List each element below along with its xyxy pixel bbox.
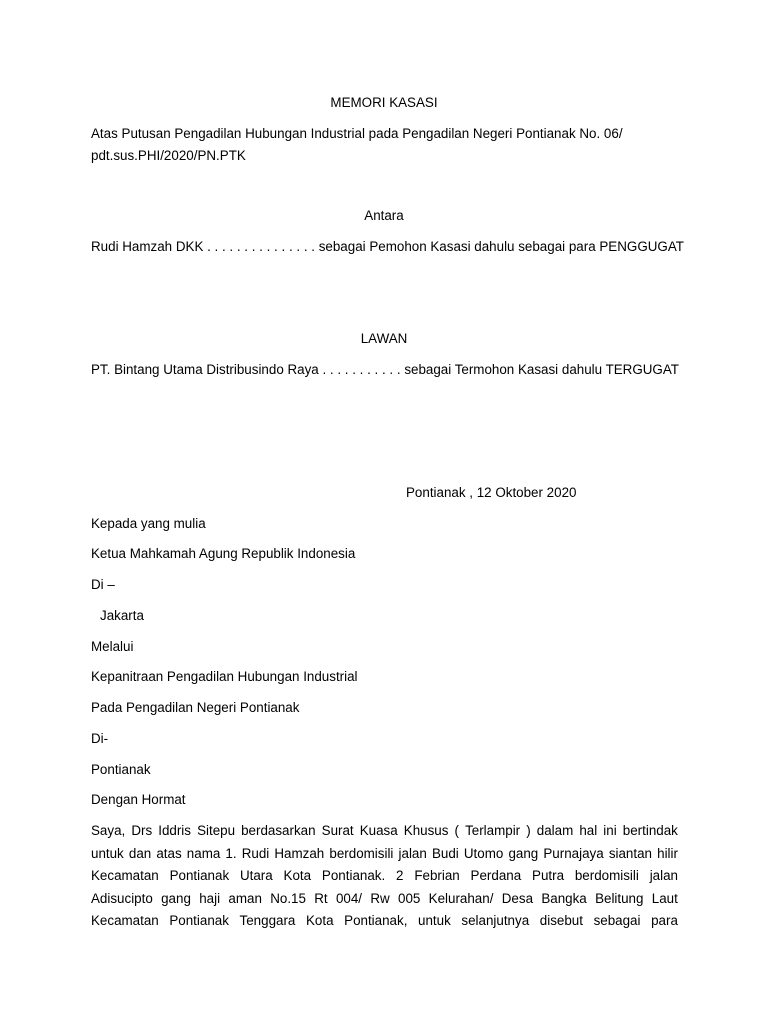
address-line-3: Di – [91,577,115,592]
versus-label: LAWAN [360,331,408,346]
address-line-9: Pontianak [91,762,151,777]
party-2: PT. Bintang Utama Distribusindo Raya . . . . . . . . . . . sebagai Termohon Kasasi dahulu TERGUGAT [91,362,679,377]
greeting: Dengan Hormat [91,792,186,807]
address-line-7: Pada Pengadilan Negeri Pontianak [91,700,300,715]
body-line-4: Adisucipto gang haji aman No.15 Rt 004/ Rw 005 Kelurahan/ Desa Bangka Belitung Laut [91,890,678,906]
address-line-4: Jakarta [100,608,144,623]
document-title: MEMORI KASASI [330,95,438,110]
body-line-3: Kecamatan Pontianak Utara Kota Pontianak. 2 Febrian Perdana Putra berdomisili jalan [91,868,678,884]
address-line-5: Melalui [91,639,134,654]
place-date: Pontianak , 12 Oktober 2020 [406,485,577,500]
body-paragraph [91,820,678,933]
address-line-6: Kepanitraan Pengadilan Hubungan Industrial [91,669,358,684]
body-line-2: untuk dan atas nama 1. Rudi Hamzah berdomisili jalan Budi Utomo gang Purnajaya siantan hilir [91,845,678,861]
subject-line-2: pdt.sus.PHI/2020/PN.PTK [91,148,246,163]
subject-line-1: Atas Putusan Pengadilan Hubungan Industrial pada Pengadilan Negeri Pontianak No. 06/ [91,126,623,141]
address-line-1: Kepada yang mulia [91,516,206,531]
body-line-1: Saya, Drs Iddris Sitepu berdasarkan Surat Kuasa Khusus ( Terlampir ) dalam hal ini bertindak [91,823,678,838]
body-line-5: Kecamatan Pontianak Tenggara Kota Pontianak, untuk selanjutnya disebut sebagai para [91,913,678,929]
party-1: Rudi Hamzah DKK . . . . . . . . . . . . . . . sebagai Pemohon Kasasi dahulu sebagai para PENGGUGAT [91,239,684,254]
address-line-2: Ketua Mahkamah Agung Republik Indonesia [91,546,356,561]
address-line-8: Di- [91,731,109,746]
between-label: Antara [364,208,404,223]
